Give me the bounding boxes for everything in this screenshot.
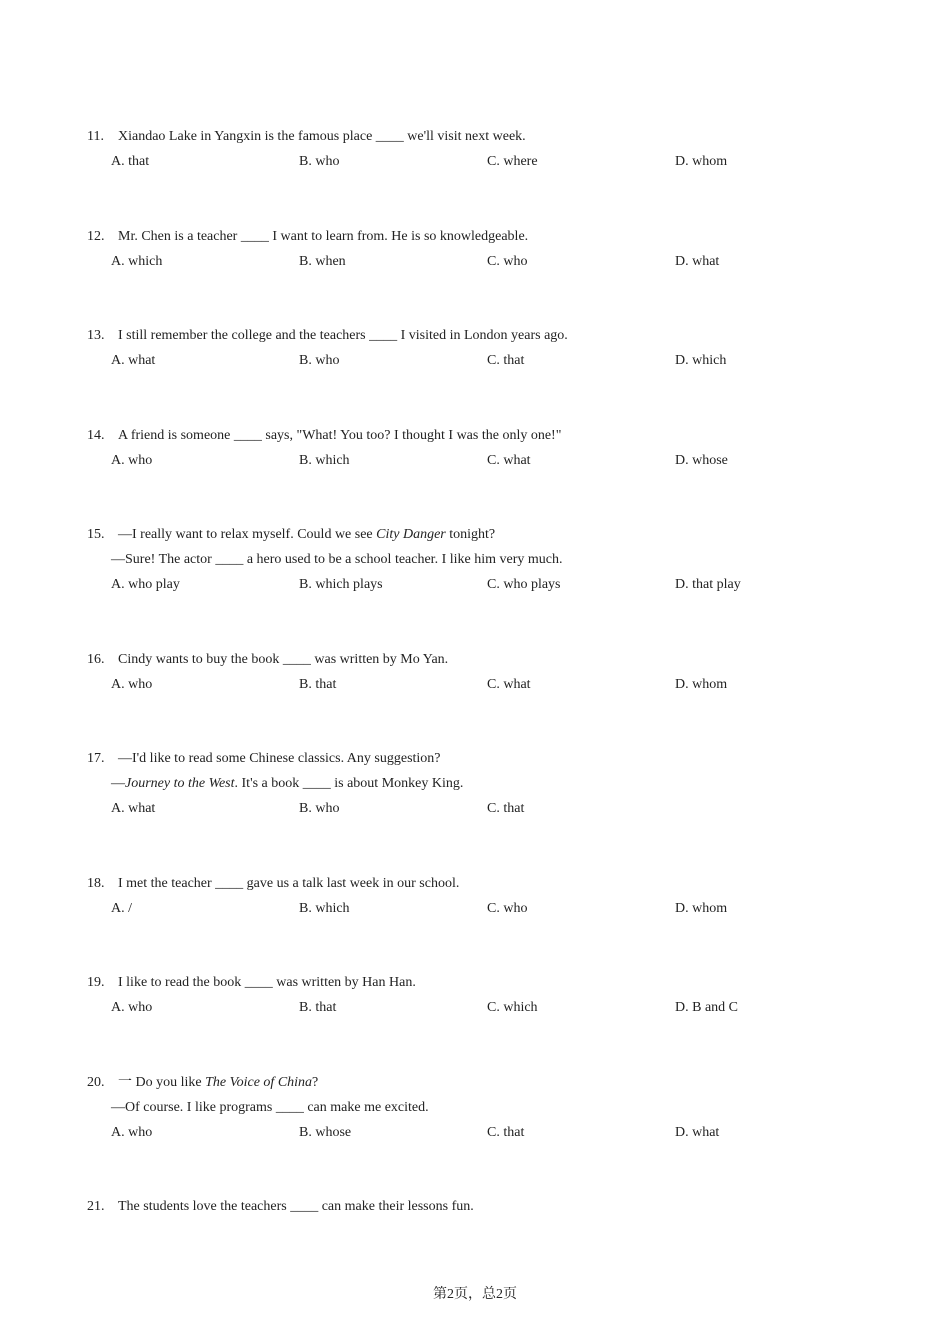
question-number: 13. [87, 328, 105, 343]
option-d[interactable]: D. what [675, 254, 720, 269]
question-number: 18. [87, 876, 105, 891]
stem-title: City Danger [376, 527, 446, 542]
option-d[interactable]: D. that play [675, 577, 741, 592]
option-c[interactable]: C. who [487, 901, 528, 916]
option-c[interactable]: C. that [487, 1125, 525, 1140]
option-d[interactable]: D. which [675, 353, 727, 368]
question-stem-line-2: —Of course. I like programs ____ can make me excited. [111, 1100, 429, 1115]
option-a[interactable]: A. who [111, 1000, 153, 1015]
option-c[interactable]: C. what [487, 453, 531, 468]
question-stem: Xiandao Lake in Yangxin is the famous place ____ we'll visit next week. [118, 129, 526, 144]
option-c[interactable]: C. where [487, 154, 538, 169]
question-stem: Cindy wants to buy the book ____ was written by Mo Yan. [118, 652, 449, 667]
question-number: 12. [87, 229, 105, 244]
option-d[interactable]: D. whom [675, 677, 728, 692]
option-b[interactable]: B. when [299, 254, 346, 269]
question-stem-line-2: —Sure! The actor ____ a hero used to be a school teacher. I like him very much. [111, 552, 563, 567]
option-c[interactable]: C. what [487, 677, 531, 692]
option-d[interactable]: D. what [675, 1125, 720, 1140]
question-number: 21. [87, 1199, 105, 1214]
option-d[interactable]: D. whose [675, 453, 728, 468]
question-stem: A friend is someone ____ says, "What! You too? I thought I was the only one!" [118, 428, 562, 443]
option-a[interactable]: A. / [111, 901, 132, 916]
option-c[interactable]: C. which [487, 1000, 538, 1015]
stem-text: 一 Do you like [118, 1075, 206, 1090]
question-number: 16. [87, 652, 105, 667]
option-a[interactable]: A. what [111, 353, 156, 368]
question-number: 14. [87, 428, 105, 443]
option-b[interactable]: B. that [299, 1000, 337, 1015]
stem-title: Journey to the West [125, 776, 235, 791]
option-a[interactable]: A. what [111, 801, 156, 816]
question-number: 19. [87, 975, 105, 990]
stem-text: . It's a book ____ is about Monkey King. [234, 776, 464, 791]
question-number: 20. [87, 1075, 105, 1090]
option-a[interactable]: A. which [111, 254, 163, 269]
question-stem [118, 526, 495, 544]
stem-text: ? [312, 1075, 319, 1090]
option-b[interactable]: B. who [299, 154, 340, 169]
question-number: 11. [87, 129, 104, 144]
option-b[interactable]: B. that [299, 677, 337, 692]
stem-title: The Voice of China [205, 1075, 313, 1090]
option-a[interactable]: A. who [111, 1125, 153, 1140]
option-b[interactable]: B. who [299, 353, 340, 368]
option-d[interactable]: D. B and C [675, 1000, 738, 1015]
option-b[interactable]: B. which plays [299, 577, 383, 592]
page-footer: 第2页，总2页 [433, 1287, 517, 1302]
question-stem: I still remember the college and the teachers ____ I visited in London years ago. [118, 328, 568, 343]
option-b[interactable]: B. whose [299, 1125, 352, 1140]
question-number: 17. [87, 751, 105, 766]
option-d[interactable]: D. whom [675, 901, 728, 916]
option-a[interactable]: A. that [111, 154, 150, 169]
option-b[interactable]: B. who [299, 801, 340, 816]
question-stem-line-2 [111, 775, 463, 793]
stem-text: tonight? [445, 527, 496, 542]
option-b[interactable]: B. which [299, 901, 350, 916]
question-stem: Mr. Chen is a teacher ____ I want to learn from. He is so knowledgeable. [118, 229, 529, 244]
option-c[interactable]: C. that [487, 801, 525, 816]
option-a[interactable]: A. who [111, 677, 153, 692]
option-a[interactable]: A. who [111, 453, 153, 468]
option-c[interactable]: C. that [487, 353, 525, 368]
question-stem: I met the teacher ____ gave us a talk last week in our school. [118, 876, 460, 891]
question-stem: The students love the teachers ____ can make their lessons fun. [118, 1199, 474, 1214]
question-stem: I like to read the book ____ was written by Han Han. [118, 975, 416, 990]
option-b[interactable]: B. which [299, 453, 350, 468]
option-d[interactable]: D. whom [675, 154, 728, 169]
option-c[interactable]: C. who [487, 254, 528, 269]
question-stem [118, 1074, 318, 1092]
stem-text: — [111, 776, 125, 791]
option-a[interactable]: A. who play [111, 577, 180, 592]
option-c[interactable]: C. who plays [487, 577, 561, 592]
question-number: 15. [87, 527, 105, 542]
question-stem: —I'd like to read some Chinese classics. Any suggestion? [118, 751, 441, 766]
stem-text: —I really want to relax myself. Could we see [118, 527, 377, 542]
